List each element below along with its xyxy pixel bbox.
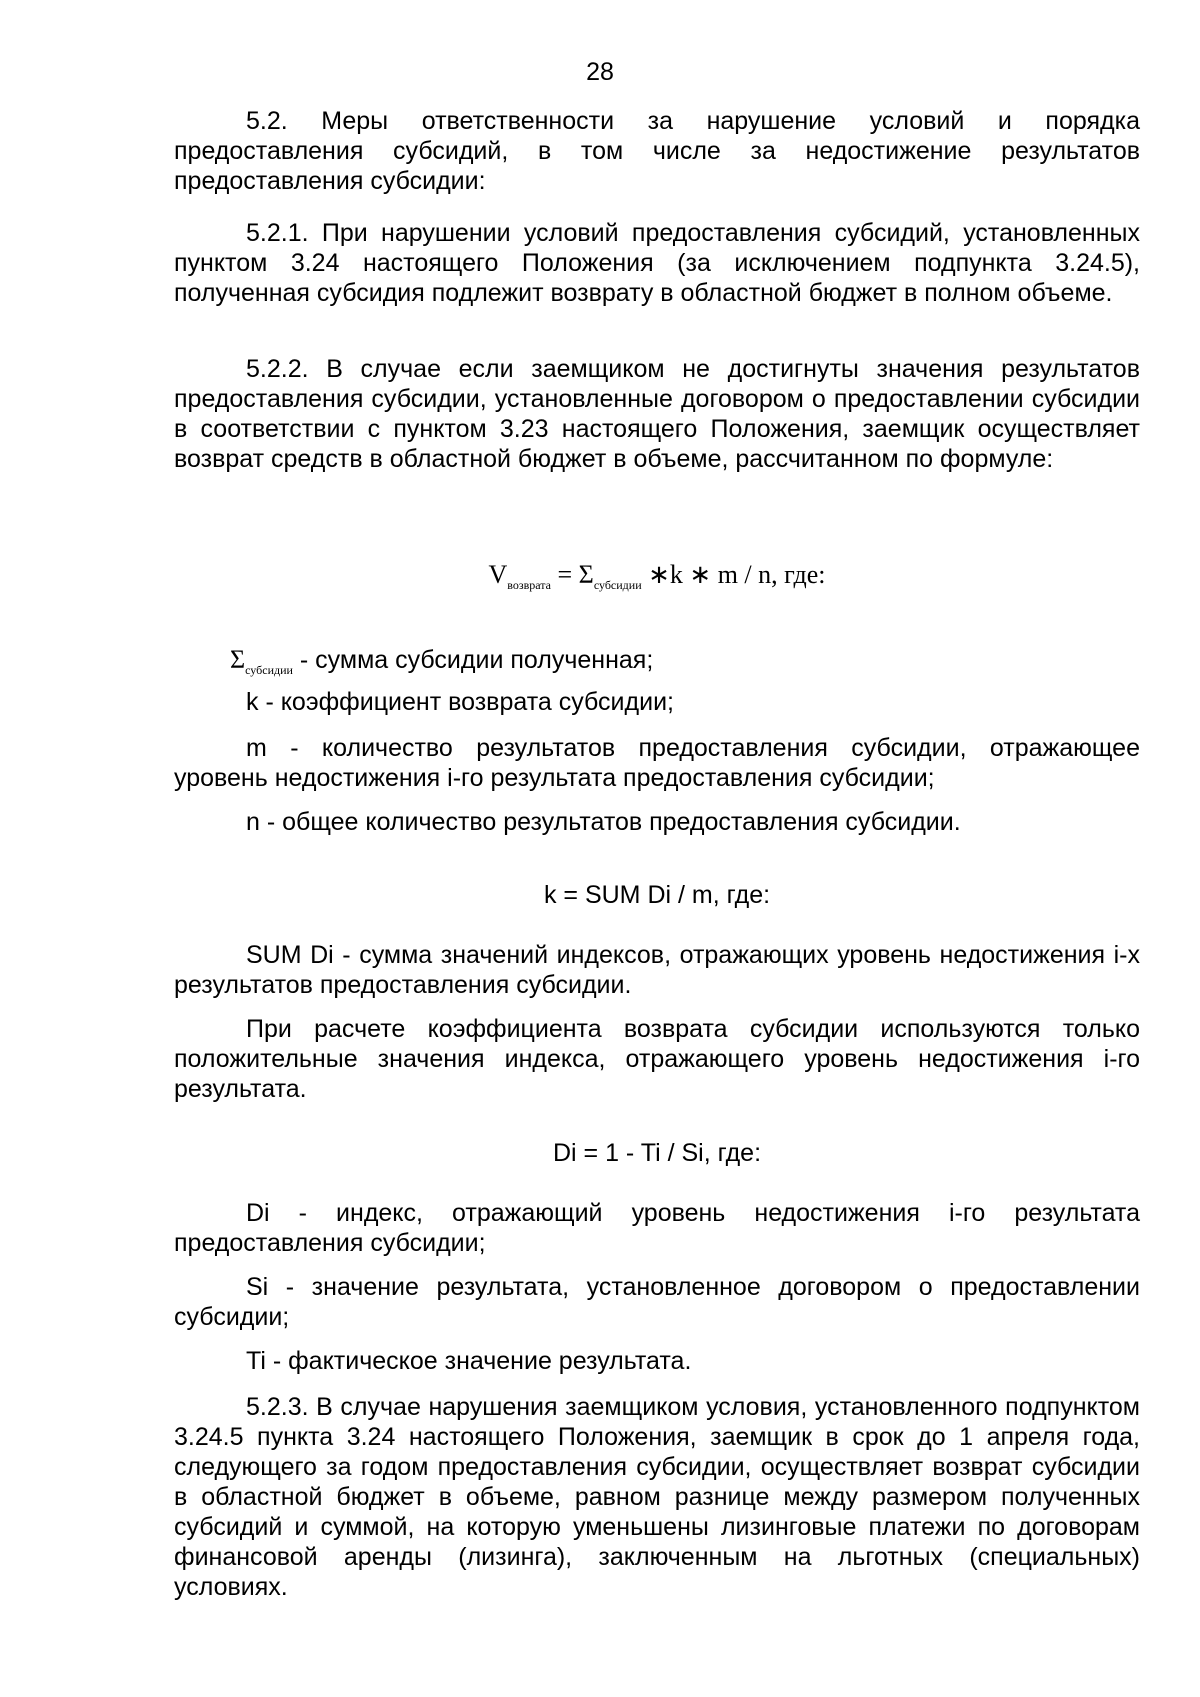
formula-return-volume (174, 560, 1140, 600)
definition-n (174, 807, 1140, 837)
paragraph-text: 5.2.2. В случае если заемщиком не достигнуты значения результатов предоставления субсидии, установленные договором о предоставлении субсидии в соответствии с пунктом 3.23 настоящего Положения, заемщик осуществляет возврат средств в областной бюджет в объеме, рассчитанном по формуле: (174, 355, 1140, 473)
formula-v-subscript: возврата (507, 578, 551, 592)
definition-text: Si - значение результата, установленное договором о предоставлении субсидии; (174, 1273, 1140, 1331)
paragraph-calculation (174, 1014, 1140, 1104)
paragraph-text: 5.2. Меры ответственности за нарушение условий и порядка предоставления субсидий, в том числе за недостижение результатов предоставления субсидии: (174, 107, 1140, 195)
definition-text: Di - индекс, отражающий уровень недостижения i-го результата предоставления субсидии; (174, 1199, 1140, 1257)
paragraph-5-2-1 (174, 218, 1140, 308)
definition-di (174, 1198, 1140, 1258)
formula-rest: ∗k ∗ m / n, где: (641, 560, 826, 589)
formula-sigma: Σ (578, 560, 594, 589)
paragraph-text: 5.2.1. При нарушении условий предоставления субсидий, установленных пунктом 3.24 настоящего Положения (за исключением подпункта 3.24.5), полученная субсидия подлежит возврату в областной бюджет в полном объеме. (174, 219, 1140, 307)
paragraph-5-2-2 (174, 354, 1140, 474)
paragraph-5-2-3 (174, 1392, 1140, 1602)
definition-k (174, 687, 1140, 717)
definition-sigma (230, 645, 653, 685)
page-number: 28 (586, 58, 614, 86)
definition-sigma-subscript: субсидии (245, 663, 293, 677)
definition-si (174, 1272, 1140, 1332)
definition-text: k - коэффициент возврата субсидии; (246, 688, 674, 716)
definition-ti (174, 1346, 1140, 1376)
definition-sigma-symbol: Σ (230, 645, 246, 674)
definition-text: SUM Di - сумма значений индексов, отражающих уровень недостижения i-х результатов предоставления субсидии. (174, 941, 1140, 999)
formula-k: k = SUM Di / m, где: (543, 881, 771, 909)
definition-sum-di (174, 940, 1140, 1000)
definition-m (174, 733, 1140, 793)
definition-text: n - общее количество результатов предоставления субсидии. (246, 808, 961, 836)
formula-sigma-subscript: субсидии (593, 578, 642, 592)
formula-equals: = (551, 560, 579, 589)
paragraph-5-2 (174, 106, 1140, 196)
definition-text: m - количество результатов предоставления субсидии, отражающее уровень недостижения i-го результата предоставления субсидии; (174, 734, 1140, 792)
formula-v: V (488, 560, 508, 589)
definition-text: Ti - фактическое значение результата. (246, 1347, 692, 1375)
definition-sigma-text: - сумма субсидии полученная; (292, 646, 654, 674)
paragraph-text: 5.2.3. В случае нарушения заемщиком условия, установленного подпунктом 3.24.5 пункта 3.24 настоящего Положения, заемщик в срок до 1 апреля года, следующего за годом предоставления субсидии, осуществляет возврат субсидии в областной бюджет в объеме, равном разнице между размером полученных субсидий и суммой, на которую уменьшены лизинговые платежи по договорам финансовой аренды (лизинга), заключенным на льготных (специальных) условиях. (174, 1393, 1140, 1601)
paragraph-text: При расчете коэффициента возврата субсидии используются только положительные значения индекса, отражающего уровень недостижения i-го результата. (174, 1015, 1140, 1103)
formula-di: Di = 1 - Ti / Si, где: (552, 1139, 762, 1167)
